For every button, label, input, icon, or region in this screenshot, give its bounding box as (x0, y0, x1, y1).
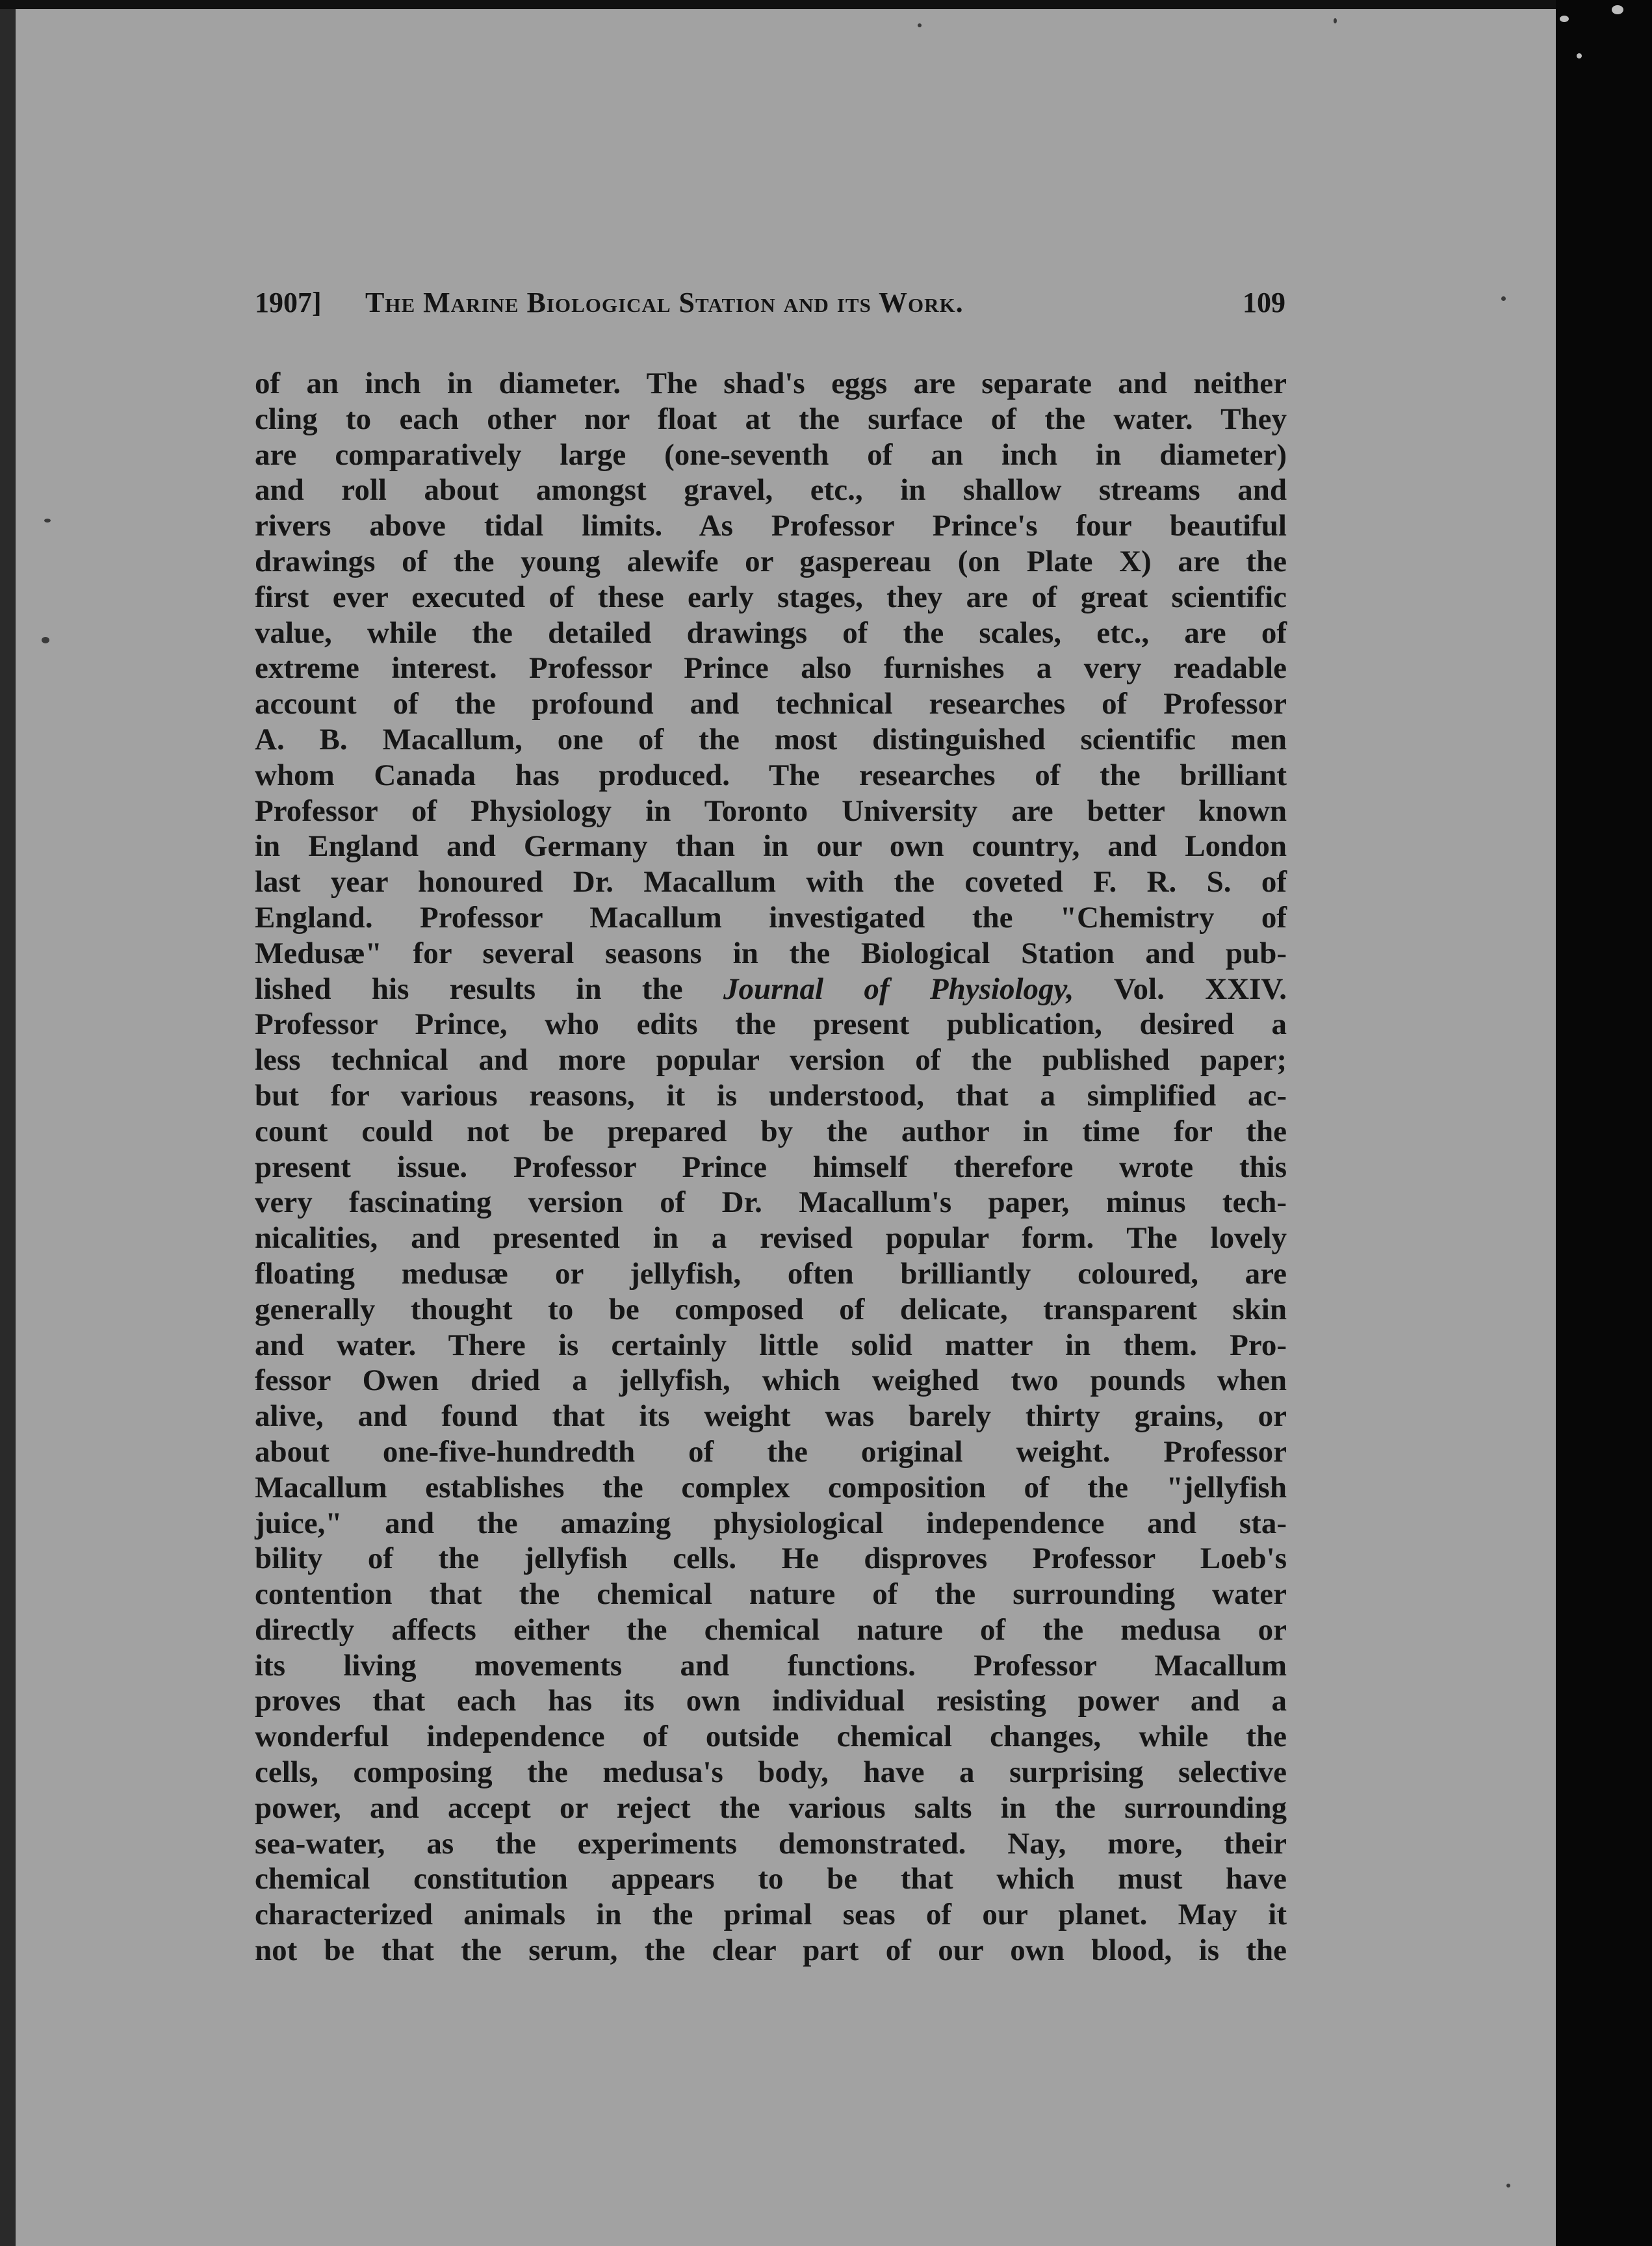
text-run: Vol. XXIV. (1074, 972, 1287, 1006)
text-line: count could not be prepared by the author in time for the (255, 1114, 1287, 1148)
text-line: about one-five-hundredth of the original weight. Professor (255, 1434, 1287, 1469)
text-line: rivers above tidal limits. As Professor Prince's four beautiful (255, 509, 1287, 543)
text-line: characterized animals in the primal seas of our planet. May it (255, 1898, 1287, 1932)
scan-speck (44, 519, 51, 523)
text-line: fessor Owen dried a jellyfish, which weighed two pounds when (255, 1363, 1287, 1398)
text-run: lished his results in the (255, 972, 723, 1006)
text-line: floating medusæ or jellyfish, often brilliantly coloured, are (255, 1256, 1287, 1291)
text-line: alive, and found that its weight was barely thirty grains, or (255, 1399, 1287, 1434)
running-header (255, 286, 1285, 325)
scan-speck (1612, 5, 1623, 14)
text-line: drawings of the young alewife or gaspereau (on Plate X) are the (255, 544, 1287, 578)
text-line: of an inch in diameter. The shad's eggs are separate and neither (255, 367, 1287, 400)
text-line: and roll about amongst gravel, etc., in shallow streams and (255, 473, 1287, 508)
scan-speck (1334, 18, 1337, 23)
journal-title-italic: Journal of Physiology, (723, 972, 1074, 1006)
text-line (255, 972, 1287, 1007)
text-line: whom Canada has produced. The researches of the brilliant (255, 758, 1287, 792)
text-line: are comparatively large (one-seventh of an inch in diameter) (255, 437, 1287, 472)
text-line: first ever executed of these early stages, they are of great scientific (255, 580, 1287, 614)
scan-speck (1560, 16, 1569, 22)
text-line: power, and accept or reject the various salts in the surrounding (255, 1790, 1287, 1825)
text-line: Professor Prince, who edits the present publication, desired a (255, 1007, 1287, 1042)
text-line: and water. There is certainly little solid matter in them. Pro- (255, 1328, 1287, 1362)
scan-speck (1506, 2184, 1510, 2188)
text-line: cling to each other nor float at the surface of the water. They (255, 402, 1287, 436)
body-text (255, 366, 1287, 1968)
text-line: contention that the chemical nature of the surrounding water (255, 1577, 1287, 1612)
text-line: Medusæ" for several seasons in the Biological Station and pub- (255, 936, 1287, 970)
text-line: England. Professor Macallum investigated the "Chemistry of (255, 900, 1287, 935)
text-line: but for various reasons, it is understood, that a simplified ac- (255, 1078, 1287, 1113)
text-line: Professor of Physiology in Toronto University are better known (255, 794, 1287, 828)
text-line: sea-water, as the experiments demonstrated. Nay, more, their (255, 1826, 1287, 1861)
text-line: present issue. Professor Prince himself therefore wrote this (255, 1150, 1287, 1184)
right-margin-dark (1556, 0, 1652, 2246)
text-line: not be that the serum, the clear part of our own blood, is the (255, 1933, 1287, 1968)
text-line: A. B. Macallum, one of the most distinguished scientific men (255, 722, 1287, 756)
page-number: 109 (1243, 287, 1285, 318)
text-line: cells, composing the medusa's body, have a surprising selective (255, 1755, 1287, 1790)
text-line: chemical constitution appears to be that which must have (255, 1862, 1287, 1896)
text-line: proves that each has its own individual resisting power and a (255, 1684, 1287, 1718)
text-line: last year honoured Dr. Macallum with the coveted F. R. S. of (255, 865, 1287, 899)
scan-speck (1577, 53, 1582, 58)
text-line: value, while the detailed drawings of the scales, etc., are of (255, 615, 1287, 650)
text-line: account of the profound and technical researches of Professor (255, 687, 1287, 721)
text-line: Macallum establishes the complex composition of the "jellyfish (255, 1470, 1287, 1504)
text-line: its living movements and functions. Professor Macallum (255, 1648, 1287, 1683)
text-line: directly affects either the chemical nature of the medusa or (255, 1612, 1287, 1647)
text-line: wonderful independence of outside chemical changes, while the (255, 1720, 1287, 1754)
text-line: extreme interest. Professor Prince also furnishes a very readable (255, 651, 1287, 686)
text-line: less technical and more popular version of the published paper; (255, 1043, 1287, 1078)
text-line: nicalities, and presented in a revised popular form. The lovely (255, 1221, 1287, 1256)
scan-speck (42, 637, 49, 643)
text-line: generally thought to be composed of delicate, transparent skin (255, 1292, 1287, 1326)
scan-speck (918, 23, 922, 27)
header-title: The Marine Biological Station and its Work. (365, 287, 964, 318)
top-edge-shadow (0, 0, 1556, 9)
text-line: in England and Germany than in our own country, and London (255, 829, 1287, 864)
scan-speck (1501, 296, 1506, 301)
text-line: very fascinating version of Dr. Macallum's paper, minus tech- (255, 1185, 1287, 1220)
header-year: 1907] (255, 287, 322, 318)
text-line: bility of the jellyfish cells. He disproves Professor Loeb's (255, 1542, 1287, 1576)
text-line: juice," and the amazing physiological independence and sta- (255, 1506, 1287, 1540)
